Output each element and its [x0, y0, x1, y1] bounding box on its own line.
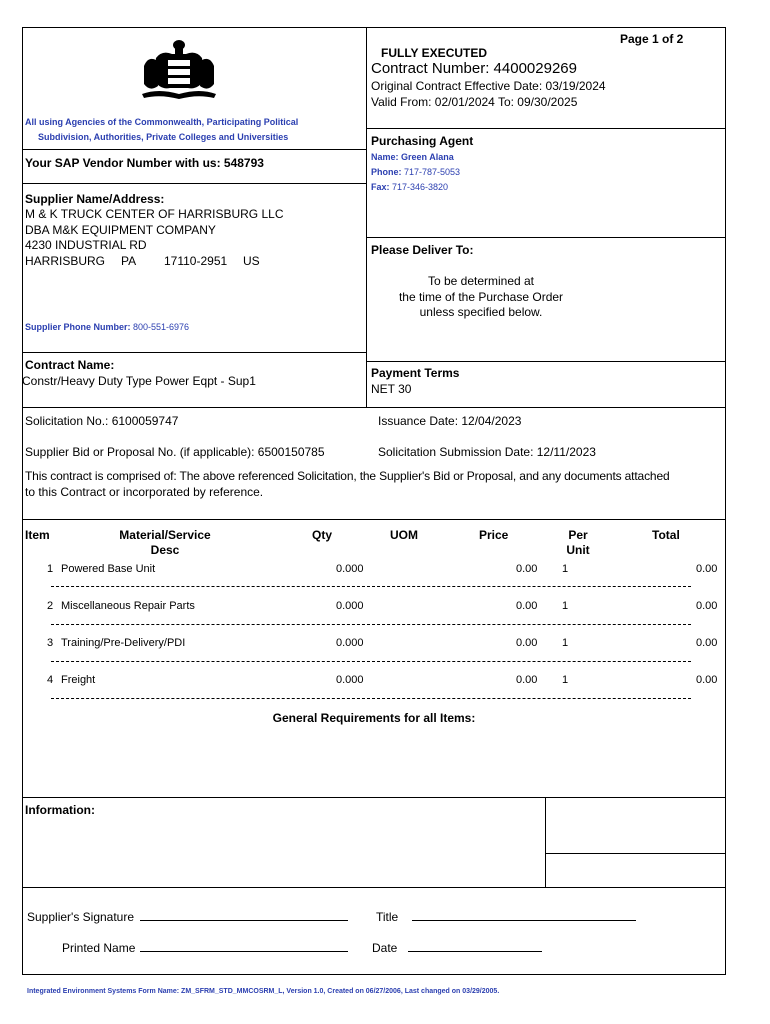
- deliver-line1: To be determined at: [427, 274, 535, 288]
- col-item: Item: [25, 528, 50, 542]
- issuance-date: Issuance Date: 12/04/2023: [378, 414, 522, 428]
- comprised-line2: to this Contract or incorporated by reference.: [25, 485, 264, 499]
- supplier-phone: Supplier Phone Number: 800-551-6976: [25, 322, 190, 332]
- row-price: 0.00: [516, 563, 538, 575]
- form-footer: Integrated Environment Systems Form Name: ZM_SFRM_STD_MMCOSRM_L, Version 1.0, Created on 06/27/2006, Last changed on 03/29/2005.: [27, 988, 500, 995]
- general-requirements: General Requirements for all Items:: [272, 711, 476, 725]
- bid-number: Supplier Bid or Proposal No. (if applicable): 6500150785: [25, 445, 325, 459]
- row-price: 0.00: [516, 637, 538, 649]
- frame-top: [22, 27, 726, 28]
- supplier-signature-label: Supplier's Signature: [27, 910, 135, 924]
- printed-name-line[interactable]: [140, 940, 348, 952]
- col-desc: [110, 528, 220, 558]
- frame-right: [725, 27, 726, 975]
- row-desc: Training/Pre-Delivery/PDI: [61, 637, 186, 649]
- agencies-line1: All using Agencies of the Commonwealth, Participating Political: [25, 117, 299, 127]
- hline-left-1: [22, 149, 366, 150]
- supplier-zip: 17110-2951: [164, 254, 228, 268]
- solicitation-number: Solicitation No.: 6100059747: [25, 414, 179, 428]
- title-line[interactable]: [412, 909, 636, 921]
- comprised-line1: This contract is comprised of: The above referenced Solicitation, the Supplier's Bid or Proposal, and any documents attached: [25, 469, 670, 483]
- supplier-signature-line[interactable]: [140, 909, 348, 921]
- row-qty: 0.000: [336, 563, 364, 575]
- deliver-line3: unless specified below.: [419, 305, 543, 319]
- hline-full-4: [22, 887, 726, 888]
- row-per: 1: [562, 637, 569, 649]
- supplier-line2: DBA M&K EQUIPMENT COMPANY: [25, 223, 216, 237]
- payment-terms-value: NET 30: [371, 382, 412, 396]
- date-line[interactable]: [408, 940, 542, 952]
- hline-right-3: [366, 361, 726, 362]
- supplier-country: US: [243, 254, 260, 268]
- agent-phone: Phone: 717-787-5053: [371, 167, 461, 177]
- row-desc: Freight: [61, 674, 96, 686]
- row-item: 4: [47, 674, 54, 686]
- col-qty: Qty: [312, 528, 333, 542]
- col-per-line2: Unit: [566, 543, 590, 557]
- hline-left-2: [22, 183, 366, 184]
- row-total: 0.00: [696, 637, 718, 649]
- row-qty: 0.000: [336, 600, 364, 612]
- printed-name-label: Printed Name: [62, 941, 136, 955]
- deliver-line2: the time of the Purchase Order: [398, 289, 564, 304]
- agencies-line2: Subdivision, Authorities, Private Colleges and Universities: [38, 132, 289, 142]
- row-desc: Powered Base Unit: [61, 563, 156, 575]
- row-per: 1: [562, 600, 569, 612]
- deliver-text: [366, 274, 596, 321]
- col-desc-line1: Material/Service: [119, 528, 211, 542]
- submission-date: Solicitation Submission Date: 12/11/2023: [378, 445, 596, 459]
- date-label: Date: [372, 941, 398, 955]
- frame-bottom: [22, 974, 726, 975]
- supplier-city: HARRISBURG: [25, 254, 106, 268]
- row-item: 2: [47, 600, 54, 612]
- page-number: Page 1 of 2: [620, 32, 684, 46]
- row-total: 0.00: [696, 563, 718, 575]
- col-desc-line2: Desc: [150, 543, 180, 557]
- agent-fax: Fax: 717-346-3820: [371, 182, 449, 192]
- info-box-divider-v: [545, 797, 546, 887]
- fully-executed-label: FULLY EXECUTED: [381, 46, 488, 60]
- hline-full-1: [22, 407, 726, 408]
- hline-full-3: [22, 797, 726, 798]
- row-desc: Miscellaneous Repair Parts: [61, 600, 195, 612]
- col-total: Total: [652, 528, 680, 542]
- valid-dates: Valid From: 02/01/2024 To: 09/30/2025: [371, 95, 578, 109]
- supplier-state: PA: [121, 254, 137, 268]
- col-per-line1: Per: [568, 528, 588, 542]
- hline-right-2: [366, 237, 726, 238]
- row-separator-3: [51, 661, 691, 662]
- supplier-line1: M & K TRUCK CENTER OF HARRISBURG LLC: [25, 207, 284, 221]
- row-price: 0.00: [516, 674, 538, 686]
- col-price: Price: [479, 528, 509, 542]
- row-item: 1: [47, 563, 54, 575]
- row-separator-2: [51, 624, 691, 625]
- contract-name-title: Contract Name:: [25, 358, 115, 372]
- row-price: 0.00: [516, 600, 538, 612]
- hline-right-1: [366, 128, 726, 129]
- row-total: 0.00: [696, 600, 718, 612]
- frame-left: [22, 27, 23, 975]
- row-item: 3: [47, 637, 54, 649]
- row-separator-1: [51, 586, 691, 587]
- row-qty: 0.000: [336, 637, 364, 649]
- row-per: 1: [562, 563, 569, 575]
- col-uom: UOM: [390, 528, 418, 542]
- agent-name: Name: Green Alana: [371, 152, 454, 162]
- vendor-number: Your SAP Vendor Number with us: 548793: [25, 156, 264, 170]
- row-separator-4: [51, 698, 691, 699]
- commonwealth-seal-icon: [138, 36, 220, 102]
- effective-date: Original Contract Effective Date: 03/19/2024: [371, 79, 606, 93]
- information-label: Information:: [25, 803, 95, 817]
- purchasing-agent-title: Purchasing Agent: [371, 134, 474, 148]
- row-per: 1: [562, 674, 569, 686]
- row-qty: 0.000: [336, 674, 364, 686]
- hline-full-2: [22, 519, 726, 520]
- info-box-divider-h: [545, 853, 726, 854]
- hline-left-3: [22, 352, 366, 353]
- deliver-title: Please Deliver To:: [371, 243, 474, 257]
- divider-vertical-top: [366, 27, 367, 407]
- contract-number: Contract Number: 4400029269: [371, 60, 577, 77]
- supplier-line3: 4230 INDUSTRIAL RD: [25, 238, 147, 252]
- row-total: 0.00: [696, 674, 718, 686]
- supplier-title: Supplier Name/Address:: [25, 192, 165, 206]
- payment-terms-title: Payment Terms: [371, 366, 460, 380]
- col-per-unit: [560, 528, 596, 558]
- title-label: Title: [376, 910, 399, 924]
- contract-name-value: Constr/Heavy Duty Type Power Eqpt - Sup1: [22, 374, 256, 388]
